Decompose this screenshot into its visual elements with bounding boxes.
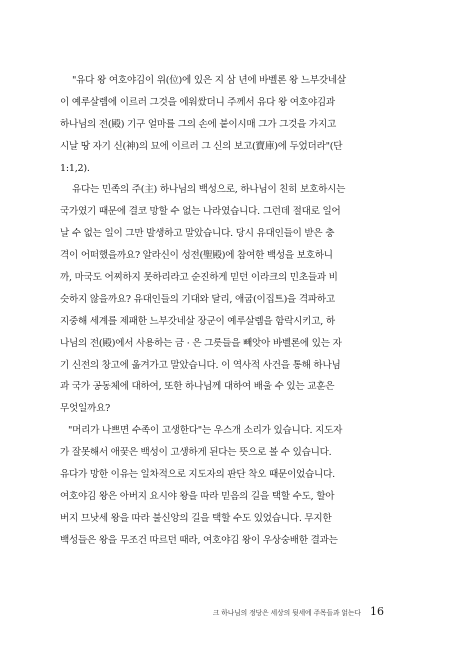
text-line: 유다는 민족의 주(主) 하나님의 백성으로, 하나님이 친히 보호하시는 <box>72 184 346 196</box>
page-footer <box>213 600 384 619</box>
text-line: 무엇일까요? <box>60 403 110 415</box>
text-line: 가 잘못해서 애꿎은 백성이 고생하게 된다는 뜻으로 볼 수 있습니다. <box>60 447 332 459</box>
text-line: 지중해 세계를 제패한 느부갓네살 장군이 예루살렘을 함락시키고, 하 <box>60 315 335 327</box>
text-line: 날 수 없는 일이 그만 발생하고 말았습니다. 당시 유대인들이 받은 충 <box>60 228 335 240</box>
text-line: 버지 므낫세 왕을 따라 불신앙의 길을 택할 수도 있었습니다. 무지한 <box>60 512 332 524</box>
text-line: "머리가 나쁘면 수족이 고생한다"는 우스개 소리가 있습니다. 지도자 <box>68 425 343 437</box>
text-line: 1:1,2). <box>60 162 90 174</box>
text-line: 과 국가 공동체에 대하여, 또한 하나님께 대하여 배울 수 있는 교훈은 <box>60 381 335 393</box>
text-line: 여호야김 왕은 아버지 요시야 왕을 따라 믿음의 길을 택할 수도, 할아 <box>60 490 335 502</box>
text-line: 기 신전의 창고에 옮겨가고 말았습니다. 이 역사적 사건을 통해 하나님 <box>60 359 341 371</box>
page-number: 16 <box>370 605 384 618</box>
paragraph <box>60 420 378 551</box>
page-body <box>60 70 378 552</box>
text-line: "유다 왕 여호야김이 위(位)에 있은 지 삼 년에 바벨론 왕 느부갓네살 <box>72 75 346 86</box>
text-line: 이 예루살렘에 이르러 그것을 에워쌌더니 주께서 유다 왕 여호야김과 <box>60 96 335 108</box>
text-line: 유다가 망한 이유는 일차적으로 지도자의 판단 착오 때문이었습니다. <box>60 469 335 481</box>
text-line: 백성들은 왕을 무조건 따르던 때라, 여호야김 왕이 우상숭배한 결과는 <box>60 534 338 546</box>
text-line: 슷하지 않을까요? 유대인들의 기대와 달리, 애굽(이집트)을 격파하고 <box>60 293 335 305</box>
paragraph <box>60 179 378 420</box>
scripture-quote <box>60 70 378 179</box>
text-line: 국가였기 때문에 결코 망할 수 없는 나라였습니다. 그런데 절대로 일어 <box>60 206 341 218</box>
text-line: 까, 마국도 어찌하지 못하리라고 순진하게 믿던 이라크의 민초들과 비 <box>60 272 338 284</box>
text-line: 시날 땅 자기 신(神)의 묘에 이르러 그 신의 보고(寶庫)에 두었더라"(단 <box>60 140 343 152</box>
text-line: 하나님의 전(殿) 기구 얼마를 그의 손에 붙이시매 그가 그것을 가지고 <box>60 118 336 130</box>
text-line: 격이 어떠했을까요? 알라신이 성전(聖殿)에 참여한 백성을 보호하니 <box>60 250 333 262</box>
text-line: 나님의 전(殿)에서 사용하는 금 · 은 그릇들을 빼앗아 바벨론에 있는 자 <box>60 337 342 349</box>
running-title: 크 하나님의 정당은 세상의 뒷세에 주목들과 얽는다 <box>212 609 361 617</box>
